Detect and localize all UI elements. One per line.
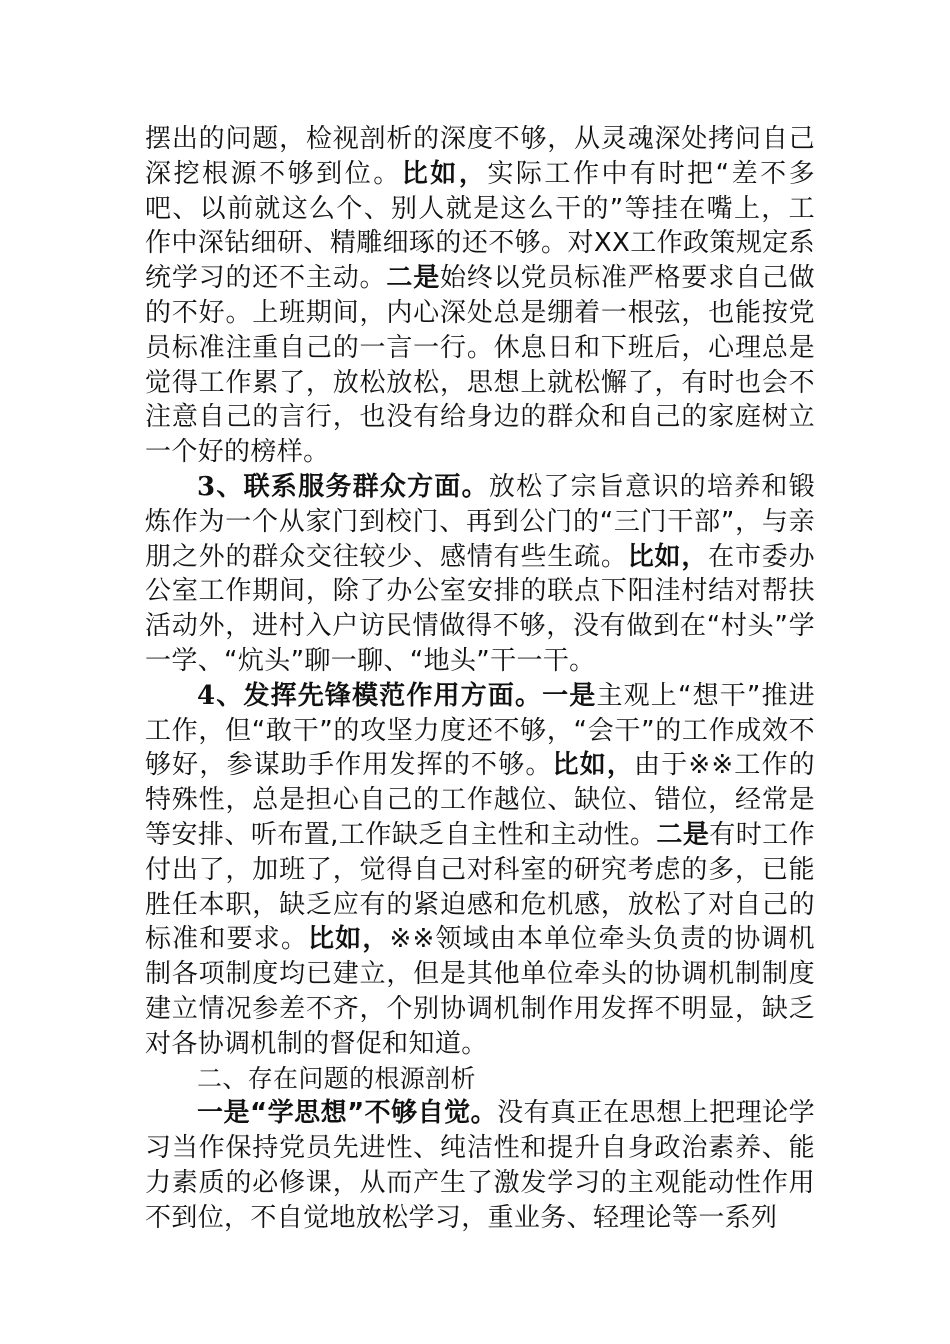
paragraph-study-depth [145, 122, 815, 470]
section-number: 3、 [197, 471, 244, 502]
text-run: 始终以党员标准严格要求自己做的不好。上班期间，内心深处总是绷着一根弦，也能按党员标准注重自己的一言一行。休息日和下班后，心理总是觉得工作累了，放松放松，思想上就松懈了，有时也会不注意自己的言行，也没有给身边的群众和自己的家庭树立一个好的榜样。 [145, 263, 816, 468]
text-run: 放松了宗旨意识的培养和锻炼作为一个从家门到校门、再到公门的“三门干部”，与亲朋之外的群众交往较少、感情有些生疏。 [145, 471, 816, 572]
section-heading-root-causes: 二、存在问题的根源剖析 [197, 1063, 476, 1093]
bold-run-example: 比如， [401, 158, 488, 189]
text-run: ※※领域由本单位牵头负责的协调机制各项制度均已建立，但是其他单位牵头的协调机制制度建立情况参差不齐，个别协调机制作用发挥不明显，缺乏对各协调机制的督促和知道。 [145, 924, 815, 1059]
bold-run-second: 二是 [656, 819, 710, 850]
bold-run-example: 比如， [627, 541, 709, 572]
bold-run-example: 比如， [308, 924, 390, 955]
text-run: 摆出的问题，检视剖析的深度不够，从灵魂深处拷问自己深挖根源不够到位。 [145, 124, 815, 189]
paragraph-vanguard-role [145, 679, 815, 1062]
text-run: 实际工作中有时把“差不多吧、以前就这么个、别人就是这么干的”等挂在嘴上，工作中深钻细研、精雕细琢的还不够。对XX工作政策规定系统学习的还不主动。 [145, 158, 815, 294]
bold-run-first: 一是 [542, 680, 597, 711]
section-heading: 发挥先锋模范作用方面。 [243, 680, 543, 711]
paragraph-study-thought [145, 1096, 815, 1235]
text-run: 由于※※工作的特殊性，总是担心自己的工作越位、缺位、错位，经常是等安排、听布置,工作缺乏自主性和主动性。 [145, 750, 815, 850]
text-run: 没有真正在思想上把理论学习当作保持党员先进性、纯洁性和提升自身政治素养、能力素质的必修课，从而产生了激发学习的主观能动性作用不到位，不自觉地放松学习，重业务、轻理论等一系列 [145, 1098, 815, 1233]
document-page [145, 122, 815, 1236]
section-heading: 联系服务群众方面。 [243, 471, 489, 502]
paragraph-serve-masses [145, 470, 815, 679]
text-run: 主观上“想干”推进工作，但“敢干”的攻坚力度还不够，“会干”的工作成效不够好，参谋助手作用发挥的不够。 [145, 680, 816, 781]
bold-run-second: 二是 [386, 263, 441, 294]
bold-run-first: 一是“学思想”不够自觉。 [197, 1098, 498, 1129]
text-run: 在市委办公室工作期间，除了办公室安排的联点下阳洼村结对帮扶活动外，进村入户访民情做得不够，没有做到在“村头”学一学、“炕头”聊一聊、“地头”干一干。 [145, 541, 815, 676]
section-number: 4、 [197, 680, 244, 711]
bold-run-example: 比如， [552, 750, 635, 781]
text-run: 有时工作付出了，加班了，觉得自己对科室的研究考虑的多，已能胜任本职，缺乏应有的紧迫感和危机感，放松了对自己的标准和要求。 [145, 819, 816, 955]
